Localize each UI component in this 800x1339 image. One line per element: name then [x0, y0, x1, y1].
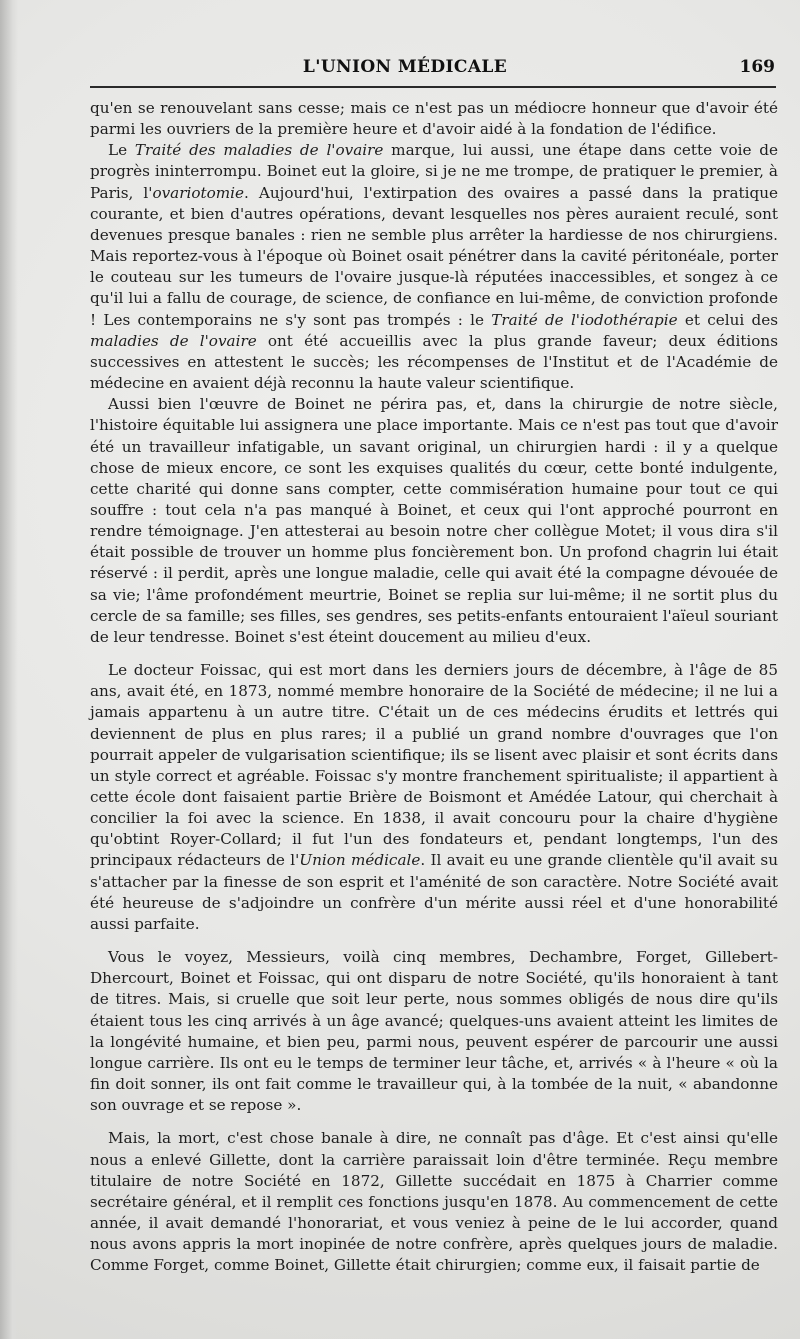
- book-title: maladies de l'ovaire: [90, 331, 257, 350]
- running-title: L'UNION MÉDICALE: [302, 57, 508, 77]
- text-run: marque, lui aussi, une étape dans cette voie de progrès ininterrompu. Boinet eut la gloire, si je ne me trompe, de pratiquer le premier, à Paris, l': [90, 141, 778, 202]
- article-body: [90, 98, 778, 1276]
- text-run: Vous le voyez, Messieurs, voilà cinq membres, Dechambre, Forget, Gillebert-Dhercourt, Boinet et Foissac, qui ont disparu de notre Société, qu'ils honoraient à tant de titres. Mais, si cruelle que soit leur perte, nous sommes obligés de nous dire qu'ils étaient tous les cinq arrivés à un âge avancé; quelques-uns avaient atteint les limites de la longévité humaine, et bien peu, parmi nous, peuvent espérer de parcourir une aussi longue carrière. Ils ont eu le temps de terminer leur tâche, et, arrivés « à l'heure « où la fin doit sonner, ils ont fait comme le travailleur qui, à la tombée de la nuit, « abandonne son ouvrage et se repose ».: [90, 948, 778, 1115]
- paragraph: [90, 98, 778, 140]
- page-number: 169: [739, 57, 775, 77]
- paragraph: [90, 947, 778, 1116]
- book-title: Traité des maladies de l'ovaire: [134, 141, 384, 160]
- paragraph: [90, 394, 778, 648]
- scan-edge-shadow: [0, 0, 18, 1339]
- book-title: Traité de l'iodothérapie: [491, 310, 678, 329]
- text-run: qu'en se renouvelant sans cesse; mais ce n'est pas un médiocre honneur que d'avoir été parmi les ouvriers de la première heure et d'avoir aidé à la fondation de l'édifice.: [90, 99, 778, 139]
- paragraph: [90, 660, 778, 935]
- text-run: Aussi bien l'œuvre de Boinet ne périra pas, et, dans la chirurgie de notre siècle, l'histoire équitable lui assignera une place importante. Mais ce n'est pas tout que d'avoir été un travailleur infatigable, un savant original, un chirurgien hardi : il y a quelque chose de mieux encore, ce sont les exquises qualités du cœur, cette bonté indulgente, cette charité qui donne sans compter, cette commisération humaine pour tout ce qui souffre : tout cela n'a pas manqué à Boinet, et ceux qui l'ont approché pourront en rendre témoignage. J'en attesterai au besoin notre cher collègue Motet; il vous dira s'il était possible de trouver un homme plus foncièrement bon. Un profond chagrin lui était réservé : il perdit, après une longue maladie, celle qui avait été la compagne dévouée de sa vie; l'âme profondément meurtrie, Boinet se replia sur lui-même; il ne sortit plus du cercle de sa famille; ses filles, ses gendres, ses petits-enfants entouraient l'aïeul souriant de leur tendresse. Boinet s'est éteint doucement au milieu d'eux.: [90, 395, 778, 646]
- paragraph: [90, 140, 778, 394]
- text-run: et celui des: [677, 310, 778, 329]
- paragraph: [90, 1128, 778, 1276]
- page-header: [105, 49, 775, 79]
- text-run: Le: [108, 141, 135, 160]
- text-run: ont été accueillis avec la plus grande faveur; deux éditions successives en attestent le succès; les récompenses de l'Institut et de l'Académie de médecine en avaient déjà reconnu la haute valeur scientifique.: [90, 331, 778, 393]
- text-run: Le docteur Foissac, qui est mort dans les derniers jours de décembre, à l'âge de 85 ans, avait été, en 1873, nommé membre honoraire de la Société de médecine; il ne lui a jamais appartenu à un autre titre. C'était un de ces médecins érudits et lettrés qui deviennent de plus en plus rares; il a publié un grand nombre d'ouvrages que l'on pourrait appeler de vulgarisation scientifique; ils se lisent avec plaisir et sont écrits dans un style correct et agréable. Foissac s'y montre franchement spiritualiste; il appartient à cette école dont faisaient partie Brière de Boismont et Amédée Latour, qui cherchait à concilier la foi avec la science. En 1838, il avait concouru pour la chaire d'hygiène qu'obtint Royer-Collard; il fut l'un des fondateurs et, pendant longtemps, l'un des principaux rédacteurs de l': [90, 661, 778, 870]
- emphasis-term: ovariotomie: [152, 183, 244, 202]
- journal-title: Union médicale: [299, 851, 421, 870]
- text-run: . Aujourd'hui, l'extirpation des ovaires a passé dans la pratique courante, et bien d'autres opérations, devant lesquelles nos pères auraient reculé, sont devenues presque banales : rien ne semble plus arrêter la hardiesse de nos chirurgiens. Mais reportez-vous à l'époque où Boinet osait pénétrer dans la cavité péritonéale, porter le couteau sur les tumeurs de l'ovaire jusque-là réputées inaccessibles, et songez à ce qu'il lui a fallu de courage, de science, de confiance en lui-même, de conviction profonde ! Les contemporains ne s'y sont pas trompés : le: [90, 183, 778, 329]
- text-run: Mais, la mort, c'est chose banale à dire, ne connaît pas d'âge. Et c'est ainsi qu'elle nous a enlevé Gillette, dont la carrière paraissait loin d'être terminée. Reçu membre titulaire de notre Société en 1872, Gillette succédait en 1875 à Charrier comme secrétaire général, et il remplit ces fonctions jusqu'en 1878. Au commencement de cette année, il avait demandé l'honorariat, et vous veniez à peine de le lui accorder, quand nous avons appris la mort inopinée de notre confrère, après quelques jours de maladie. Comme Forget, comme Boinet, Gillette était chirurgien; comme eux, il faisait partie de: [90, 1129, 778, 1275]
- text-run: . Il avait eu une grande clientèle qu'il avait su s'attacher par la finesse de son esprit et l'aménité de son caractère. Notre Société avait été heureuse de s'adjoindre un confrère d'un mérite aussi réel et d'une honorabilité aussi parfaite.: [90, 851, 778, 933]
- header-rule: [90, 86, 776, 88]
